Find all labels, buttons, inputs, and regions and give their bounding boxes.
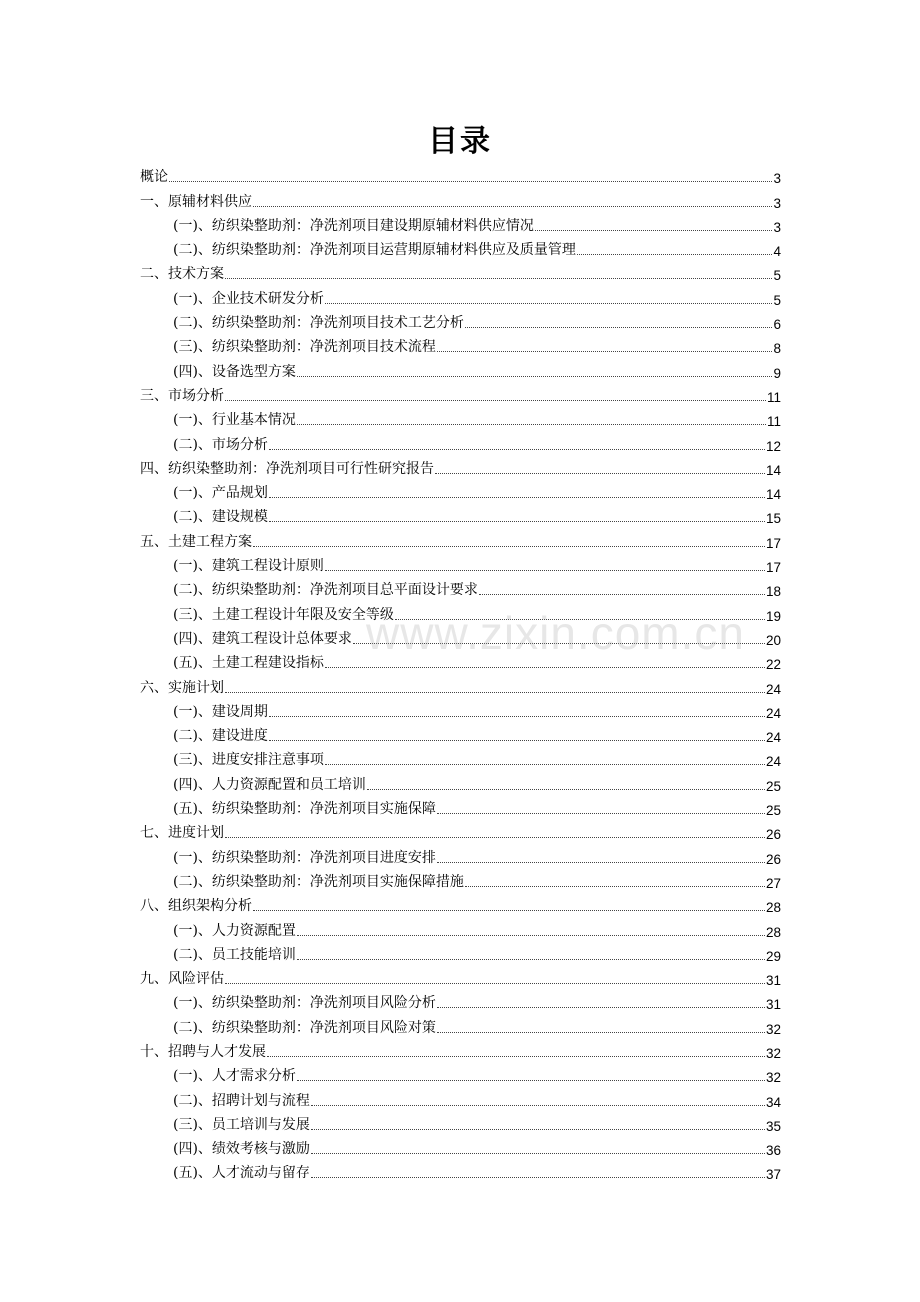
toc-entry-label: (一)、纺织染整助剂：净洗剂项目进度安排: [173, 849, 436, 866]
toc-subentry[interactable]: [140, 842, 781, 866]
toc-subentry[interactable]: [140, 405, 781, 429]
toc-page-number: 24: [765, 754, 781, 770]
toc-entry-label: (四)、建筑工程设计总体要求: [173, 630, 352, 647]
toc-entry-label: (二)、招聘计划与流程: [173, 1092, 310, 1109]
toc-page-number: 31: [765, 973, 781, 989]
toc-dot-leader: [437, 351, 773, 352]
toc-page-number: 8: [773, 341, 781, 357]
toc-dot-leader: [297, 424, 766, 425]
toc-entry-label: (四)、人力资源配置和员工培训: [173, 776, 366, 793]
toc-subentry[interactable]: [140, 1134, 781, 1158]
toc-subentry[interactable]: [140, 211, 781, 235]
toc-page-number: 26: [765, 851, 781, 867]
toc-dot-leader: [269, 740, 765, 741]
toc-entry-label: (一)、人才需求分析: [173, 1068, 296, 1085]
toc-entry-label: (三)、员工培训与发展: [173, 1116, 310, 1133]
toc-entry-label: 三、市场分析: [140, 387, 224, 404]
toc-dot-leader: [577, 254, 773, 255]
toc-dot-leader: [225, 400, 766, 401]
toc-dot-leader: [269, 521, 765, 522]
toc-subentry[interactable]: [140, 648, 781, 672]
toc-page-number: 20: [765, 632, 781, 648]
toc-entry-label: (五)、土建工程建设指标: [173, 655, 324, 672]
toc-dot-leader: [325, 667, 765, 668]
toc-page-number: 25: [765, 803, 781, 819]
toc-page-number: 3: [773, 219, 781, 235]
toc-subentry[interactable]: [140, 794, 781, 818]
toc-dot-leader: [253, 206, 772, 207]
toc-subentry[interactable]: [140, 283, 781, 307]
toc-entry[interactable]: [140, 526, 781, 550]
toc-entry-label: (二)、员工技能培训: [173, 946, 296, 963]
toc-page-number: 18: [765, 584, 781, 600]
toc-entry-label: (二)、纺织染整助剂：净洗剂项目实施保障措施: [173, 873, 464, 890]
toc-subentry[interactable]: [140, 624, 781, 648]
toc-page-number: 28: [765, 900, 781, 916]
toc-subentry[interactable]: [140, 1085, 781, 1109]
toc-subentry[interactable]: [140, 308, 781, 332]
toc-entry-label: (二)、纺织染整助剂：净洗剂项目技术工艺分析: [173, 315, 464, 332]
toc-dot-leader: [325, 764, 765, 765]
toc-dot-leader: [225, 837, 765, 838]
toc-dot-leader: [465, 327, 773, 328]
toc-entry-label: (四)、设备选型方案: [173, 363, 296, 380]
toc-page-number: 5: [773, 268, 781, 284]
toc-page-number: 3: [773, 195, 781, 211]
toc-subentry[interactable]: [140, 988, 781, 1012]
page-title: 目录: [428, 124, 492, 159]
toc-subentry[interactable]: [140, 769, 781, 793]
toc-dot-leader: [311, 1153, 765, 1154]
toc-entry-label: (五)、人才流动与留存: [173, 1165, 310, 1182]
toc-entry-label: 概论: [140, 169, 168, 186]
toc-page-number: 4: [773, 244, 781, 260]
toc-entry[interactable]: [140, 162, 781, 186]
toc-entry-label: 一、原辅材料供应: [140, 193, 252, 210]
toc-entry-label: 七、进度计划: [140, 825, 224, 842]
toc-entry[interactable]: [140, 259, 781, 283]
toc-page-number: 14: [765, 487, 781, 503]
toc-dot-leader: [225, 983, 765, 984]
toc-dot-leader: [297, 935, 765, 936]
toc-page-number: 31: [765, 997, 781, 1013]
toc-entry-label: (二)、建设规模: [173, 509, 268, 526]
toc-dot-leader: [297, 959, 765, 960]
toc-dot-leader: [311, 1177, 765, 1178]
toc-dot-leader: [297, 376, 773, 377]
toc-subentry[interactable]: [140, 1061, 781, 1085]
toc-subentry[interactable]: [140, 356, 781, 380]
toc-page-number: 28: [765, 924, 781, 940]
toc-dot-leader: [353, 643, 765, 644]
toc-entry[interactable]: [140, 454, 781, 478]
toc-dot-leader: [297, 1080, 765, 1081]
toc-page-number: 3: [773, 171, 781, 187]
toc-entry[interactable]: [140, 964, 781, 988]
toc-page-number: 32: [765, 1045, 781, 1061]
toc-subentry[interactable]: [140, 940, 781, 964]
toc-dot-leader: [437, 1032, 765, 1033]
toc-subentry[interactable]: [140, 1158, 781, 1182]
toc-page-number: 24: [765, 730, 781, 746]
watermark: www.zixin.com.cn: [366, 607, 745, 659]
toc-dot-leader: [253, 546, 765, 547]
toc-entry-label: (三)、土建工程设计年限及安全等级: [173, 606, 394, 623]
toc-page-number: 11: [766, 389, 781, 405]
toc-entry-label: 五、土建工程方案: [140, 533, 252, 550]
toc-subentry[interactable]: [140, 332, 781, 356]
toc-subentry[interactable]: [140, 502, 781, 526]
toc-page-number: 11: [766, 414, 781, 430]
toc-subentry[interactable]: [140, 697, 781, 721]
toc-dot-leader: [267, 1056, 765, 1057]
toc-dot-leader: [311, 1129, 765, 1130]
toc-page-number: 17: [765, 535, 781, 551]
toc-entry-label: (二)、纺织染整助剂：净洗剂项目风险对策: [173, 1019, 436, 1036]
toc-subentry[interactable]: [140, 915, 781, 939]
toc-subentry[interactable]: [140, 1012, 781, 1036]
toc-dot-leader: [437, 862, 765, 863]
toc-page-number: 17: [765, 560, 781, 576]
toc-entry[interactable]: [140, 891, 781, 915]
toc-dot-leader: [395, 619, 765, 620]
toc-entry-label: (三)、进度安排注意事项: [173, 752, 324, 769]
toc-entry-label: (一)、人力资源配置: [173, 922, 296, 939]
toc-page-number: 34: [765, 1094, 781, 1110]
toc-entry-label: (二)、纺织染整助剂：净洗剂项目总平面设计要求: [173, 582, 478, 599]
toc-page-number: 12: [765, 438, 781, 454]
toc-dot-leader: [169, 181, 772, 182]
toc-entry[interactable]: [140, 186, 781, 210]
toc-page-number: 19: [765, 608, 781, 624]
toc-entry[interactable]: [140, 818, 781, 842]
toc-entry-label: 十、招聘与人才发展: [140, 1043, 266, 1060]
toc-dot-leader: [269, 449, 765, 450]
toc-page-number: 26: [765, 827, 781, 843]
toc-dot-leader: [325, 570, 765, 571]
toc-entry-label: (一)、纺织染整助剂：净洗剂项目风险分析: [173, 995, 436, 1012]
toc-subentry[interactable]: [140, 745, 781, 769]
toc-entry[interactable]: [140, 381, 781, 405]
table-of-contents: [140, 162, 781, 1182]
toc-entry-label: (二)、建设进度: [173, 728, 268, 745]
toc-page-number: 9: [773, 365, 781, 381]
toc-entry-label: 四、纺织染整助剂：净洗剂项目可行性研究报告: [140, 460, 434, 477]
toc-subentry[interactable]: [140, 551, 781, 575]
toc-page-number: 22: [765, 657, 781, 673]
toc-page-number: 35: [765, 1118, 781, 1134]
toc-subentry[interactable]: [140, 599, 781, 623]
toc-entry-label: (五)、纺织染整助剂：净洗剂项目实施保障: [173, 801, 436, 818]
toc-subentry[interactable]: [140, 721, 781, 745]
toc-dot-leader: [311, 1105, 765, 1106]
toc-dot-leader: [225, 692, 765, 693]
toc-dot-leader: [253, 910, 765, 911]
toc-dot-leader: [367, 789, 765, 790]
toc-entry-label: (一)、纺织染整助剂：净洗剂项目建设期原辅材料供应情况: [173, 217, 534, 234]
toc-entry-label: 六、实施计划: [140, 679, 224, 696]
toc-page-number: 6: [773, 317, 781, 333]
toc-page-number: 24: [765, 705, 781, 721]
toc-entry-label: 八、组织架构分析: [140, 898, 252, 915]
toc-page-number: 24: [765, 681, 781, 697]
toc-page-number: 15: [765, 511, 781, 527]
toc-dot-leader: [435, 473, 765, 474]
toc-page-number: 32: [765, 1070, 781, 1086]
toc-page-number: 36: [765, 1143, 781, 1159]
toc-page-number: 29: [765, 948, 781, 964]
toc-entry[interactable]: [140, 1037, 781, 1061]
toc-page-number: 14: [765, 462, 781, 478]
toc-entry-label: (一)、行业基本情况: [173, 412, 296, 429]
toc-entry-label: (二)、纺织染整助剂：净洗剂项目运营期原辅材料供应及质量管理: [173, 242, 576, 259]
toc-entry-label: (二)、市场分析: [173, 436, 268, 453]
toc-entry-label: (一)、产品规划: [173, 485, 268, 502]
toc-entry-label: (一)、建设周期: [173, 703, 268, 720]
toc-dot-leader: [437, 1007, 765, 1008]
toc-subentry[interactable]: [140, 235, 781, 259]
toc-page-number: 32: [765, 1021, 781, 1037]
toc-page-number: 25: [765, 778, 781, 794]
toc-subentry[interactable]: [140, 429, 781, 453]
toc-dot-leader: [325, 303, 773, 304]
toc-dot-leader: [465, 886, 765, 887]
toc-entry-label: 二、技术方案: [140, 266, 224, 283]
toc-dot-leader: [535, 230, 773, 231]
toc-page-number: 37: [765, 1167, 781, 1183]
toc-dot-leader: [437, 813, 765, 814]
toc-entry[interactable]: [140, 672, 781, 696]
toc-dot-leader: [269, 497, 765, 498]
toc-page-number: 5: [773, 292, 781, 308]
toc-entry-label: (一)、企业技术研发分析: [173, 290, 324, 307]
toc-dot-leader: [479, 594, 765, 595]
toc-subentry[interactable]: [140, 575, 781, 599]
toc-entry-label: (四)、绩效考核与激励: [173, 1141, 310, 1158]
toc-subentry[interactable]: [140, 478, 781, 502]
toc-subentry[interactable]: [140, 1110, 781, 1134]
toc-entry-label: (一)、建筑工程设计原则: [173, 558, 324, 575]
toc-subentry[interactable]: [140, 867, 781, 891]
toc-entry-label: (三)、纺织染整助剂：净洗剂项目技术流程: [173, 339, 436, 356]
toc-dot-leader: [269, 716, 765, 717]
toc-page-number: 27: [765, 875, 781, 891]
toc-dot-leader: [225, 278, 772, 279]
toc-entry-label: 九、风险评估: [140, 971, 224, 988]
